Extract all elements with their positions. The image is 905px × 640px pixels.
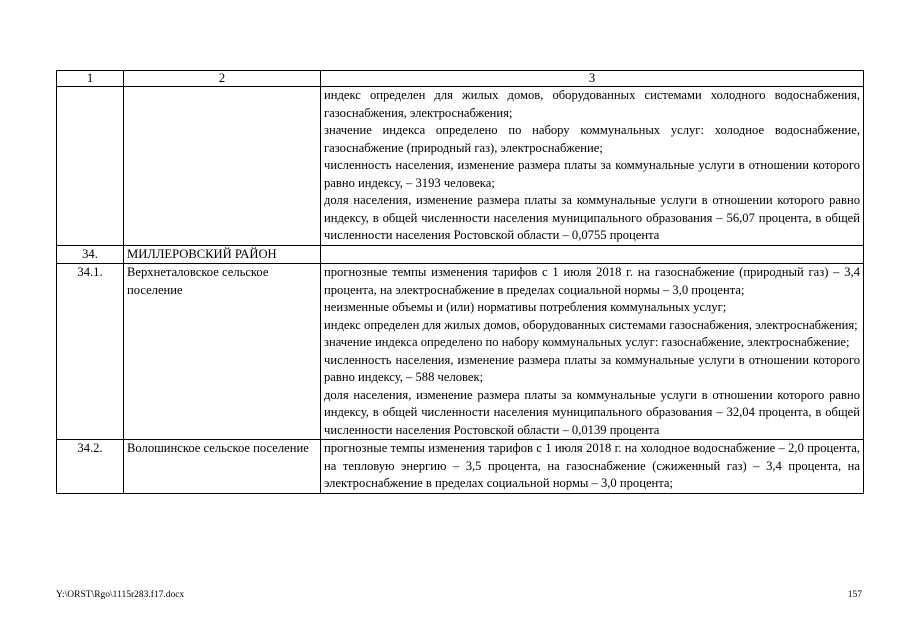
row-name <box>124 87 321 246</box>
row-number <box>57 87 124 246</box>
row-description <box>321 245 864 264</box>
header-col-2: 2 <box>124 71 321 87</box>
paragraph: значение индекса определено по набору коммунальных услуг: газоснабжение, электроснабжение; <box>324 335 850 349</box>
table-row <box>57 87 864 246</box>
paragraph: значение индекса определено по набору коммунальных услуг: холодное водоснабжение, газоснабжение (природный газ), электроснабжение; <box>324 123 860 155</box>
row-number: 34.2. <box>57 440 124 494</box>
row-description <box>321 264 864 440</box>
paragraph: доля населения, изменение размера платы за коммунальные услуги в отношении которого равно индексу, в общей численности населения муниципального образования – 32,04 процента, в общей численности населения Ростовской области – 0,0139 процента <box>324 387 860 437</box>
table-row <box>57 245 864 264</box>
footer-file-path: Y:\ORST\Rgo\1115r283.f17.docx <box>56 590 185 600</box>
paragraph: прогнозные темпы изменения тарифов с 1 июля 2018 г. на холодное водоснабжение – 2,0 процента, на тепловую энергию – 3,5 процента, на газоснабжение (сжиженный газ) – 3,4 процента, на электроснабжение в пределах социальной нормы – 3,0 процента; <box>324 441 860 490</box>
row-name: МИЛЛЕРОВСКИЙ РАЙОН <box>124 245 321 264</box>
table-row <box>57 440 864 494</box>
row-description <box>321 87 864 246</box>
paragraph: индекс определен для жилых домов, оборудованных системами газоснабжения, электроснабжения; <box>324 317 858 332</box>
table-header-row <box>57 71 864 87</box>
paragraph: доля населения, изменение размера платы за коммунальные услуги в отношении которого равно индексу, в общей численности населения муниципального образования – 56,07 процента, в общей численности населения Ростовской области – 0,0755 процента <box>324 193 860 242</box>
row-description <box>321 440 864 494</box>
footer-page-number: 157 <box>847 590 862 600</box>
paragraph: численность населения, изменение размера платы за коммунальные услуги в отношении которого равно индексу, – 3193 человека; <box>324 158 860 190</box>
document-table <box>56 70 864 494</box>
row-name: Волошинское сельское поселение <box>124 440 321 494</box>
header-col-3: 3 <box>321 71 864 87</box>
row-number: 34.1. <box>57 264 124 440</box>
table-row <box>57 264 864 440</box>
paragraph: неизменные объемы и (или) нормативы потребления коммунальных услуг; <box>324 300 727 314</box>
paragraph: численность населения, изменение размера платы за коммунальные услуги в отношении которого равно индексу, – 588 человек; <box>324 352 860 384</box>
row-number: 34. <box>57 245 124 264</box>
paragraph: прогнозные темпы изменения тарифов с 1 июля 2018 г. на газоснабжение (природный газ) – 3,4 процента, на электроснабжение в пределах социальной нормы – 3,0 процента; <box>324 265 860 297</box>
paragraph: индекс определен для жилых домов, оборудованных системами холодного водоснабжения, газоснабжения, электроснабжения; <box>324 88 860 120</box>
row-name: Верхнеталовское сельское поселение <box>124 264 321 440</box>
header-col-1: 1 <box>57 71 124 87</box>
